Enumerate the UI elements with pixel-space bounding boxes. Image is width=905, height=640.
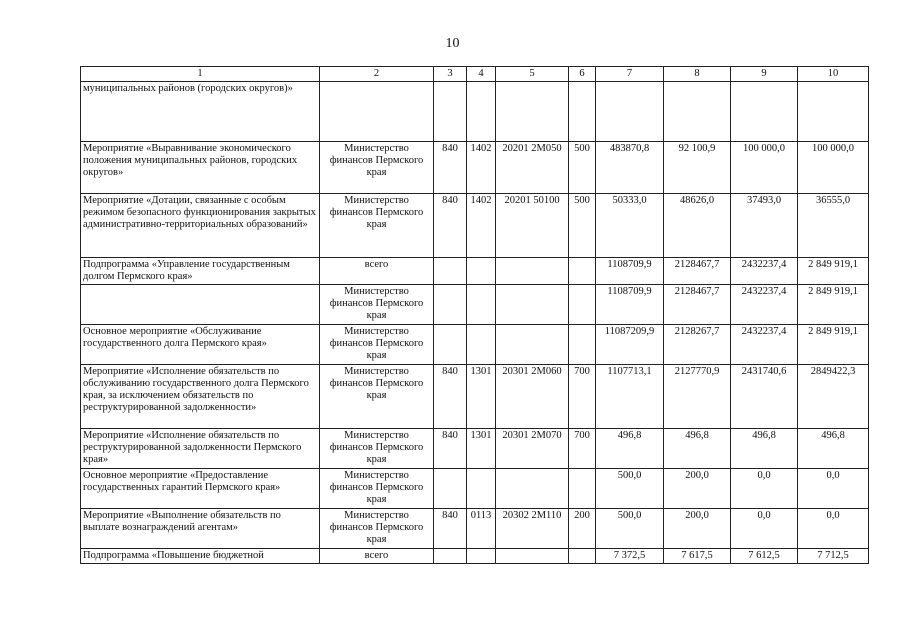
row-value-col10: 100 000,0 — [798, 142, 869, 194]
row-section-code: 1402 — [467, 142, 496, 194]
row-name: Мероприятие «Выравнивание экономического положения муниципальных районов, городских округов» — [81, 142, 320, 194]
row-value-col9: 7 612,5 — [731, 549, 798, 564]
row-value-col9: 0,0 — [731, 509, 798, 549]
row-value-col9 — [731, 82, 798, 142]
row-executor: Министерство финансов Пермского края — [320, 509, 434, 549]
row-value-col9: 2432237,4 — [731, 285, 798, 325]
row-expense-type — [569, 325, 596, 365]
row-executor: всего — [320, 549, 434, 564]
row-section-code: 1301 — [467, 365, 496, 429]
row-value-col7: 1108709,9 — [596, 258, 664, 285]
row-value-col10: 2849422,3 — [798, 365, 869, 429]
row-value-col7: 1108709,9 — [596, 285, 664, 325]
row-name: Мероприятие «Дотации, связанные с особым режимом безопасного функционирования закрытых административно-территориальных образований» — [81, 194, 320, 258]
row-name: Основное мероприятие «Обслуживание государственного долга Пермского края» — [81, 325, 320, 365]
row-admin-code: 840 — [434, 194, 467, 258]
row-section-code — [467, 82, 496, 142]
row-expense-type — [569, 258, 596, 285]
table-row — [81, 549, 869, 564]
row-value-col9: 2431740,6 — [731, 365, 798, 429]
column-header: 6 — [569, 67, 596, 82]
row-expense-type — [569, 549, 596, 564]
row-admin-code — [434, 258, 467, 285]
row-section-code — [467, 549, 496, 564]
table-row — [81, 429, 869, 469]
row-expense-type — [569, 469, 596, 509]
row-expense-type: 500 — [569, 194, 596, 258]
table-row — [81, 469, 869, 509]
row-target-article: 20201 50100 — [496, 194, 569, 258]
row-value-col10: 2 849 919,1 — [798, 285, 869, 325]
row-value-col7: 500,0 — [596, 509, 664, 549]
row-value-col7: 7 372,5 — [596, 549, 664, 564]
row-value-col10: 0,0 — [798, 509, 869, 549]
row-target-article — [496, 258, 569, 285]
row-section-code — [467, 325, 496, 365]
row-value-col8: 200,0 — [664, 469, 731, 509]
column-header: 9 — [731, 67, 798, 82]
row-value-col7: 483870,8 — [596, 142, 664, 194]
row-value-col8: 48626,0 — [664, 194, 731, 258]
row-value-col8: 7 617,5 — [664, 549, 731, 564]
row-target-article: 20301 2М070 — [496, 429, 569, 469]
page-number: 10 — [445, 36, 460, 51]
table-row — [81, 142, 869, 194]
row-value-col8: 2127770,9 — [664, 365, 731, 429]
row-admin-code: 840 — [434, 142, 467, 194]
row-name: Мероприятие «Исполнение обязательств по реструктурированной задолженности Пермского края» — [81, 429, 320, 469]
table-row — [81, 194, 869, 258]
row-value-col9: 496,8 — [731, 429, 798, 469]
row-executor: всего — [320, 258, 434, 285]
row-expense-type: 700 — [569, 365, 596, 429]
row-target-article: 20201 2М050 — [496, 142, 569, 194]
row-value-col7: 496,8 — [596, 429, 664, 469]
column-header: 4 — [467, 67, 496, 82]
row-value-col8: 2128467,7 — [664, 285, 731, 325]
row-value-col7: 50333,0 — [596, 194, 664, 258]
row-admin-code — [434, 549, 467, 564]
row-executor: Министерство финансов Пермского края — [320, 469, 434, 509]
row-value-col9: 2432237,4 — [731, 258, 798, 285]
row-admin-code — [434, 82, 467, 142]
row-section-code — [467, 285, 496, 325]
row-executor: Министерство финансов Пермского края — [320, 429, 434, 469]
row-value-col8 — [664, 82, 731, 142]
row-admin-code — [434, 285, 467, 325]
row-target-article — [496, 285, 569, 325]
row-section-code — [467, 258, 496, 285]
row-name: Основное мероприятие «Предоставление государственных гарантий Пермского края» — [81, 469, 320, 509]
header-row — [81, 67, 869, 82]
row-target-article — [496, 325, 569, 365]
row-executor: Министерство финансов Пермского края — [320, 325, 434, 365]
table-row — [81, 82, 869, 142]
row-executor: Министерство финансов Пермского края — [320, 365, 434, 429]
column-header: 5 — [496, 67, 569, 82]
row-target-article — [496, 469, 569, 509]
row-expense-type: 500 — [569, 142, 596, 194]
row-value-col10: 0,0 — [798, 469, 869, 509]
row-value-col10: 36555,0 — [798, 194, 869, 258]
row-admin-code: 840 — [434, 509, 467, 549]
row-value-col9: 100 000,0 — [731, 142, 798, 194]
column-header: 2 — [320, 67, 434, 82]
row-name — [81, 285, 320, 325]
row-value-col9: 2432237,4 — [731, 325, 798, 365]
row-expense-type: 700 — [569, 429, 596, 469]
row-value-col9: 37493,0 — [731, 194, 798, 258]
row-value-col9: 0,0 — [731, 469, 798, 509]
row-value-col7: 500,0 — [596, 469, 664, 509]
row-expense-type — [569, 82, 596, 142]
row-target-article — [496, 82, 569, 142]
table-row — [81, 325, 869, 365]
row-value-col8: 496,8 — [664, 429, 731, 469]
row-admin-code: 840 — [434, 429, 467, 469]
table-row — [81, 509, 869, 549]
column-header: 8 — [664, 67, 731, 82]
table-row — [81, 365, 869, 429]
table-row — [81, 258, 869, 285]
row-value-col8: 200,0 — [664, 509, 731, 549]
row-value-col10: 2 849 919,1 — [798, 325, 869, 365]
column-header: 1 — [81, 67, 320, 82]
row-section-code: 0113 — [467, 509, 496, 549]
row-section-code: 1301 — [467, 429, 496, 469]
row-value-col8: 2128467,7 — [664, 258, 731, 285]
row-value-col8: 92 100,9 — [664, 142, 731, 194]
row-admin-code — [434, 469, 467, 509]
row-value-col8: 2128267,7 — [664, 325, 731, 365]
row-value-col10: 496,8 — [798, 429, 869, 469]
row-expense-type — [569, 285, 596, 325]
table-row — [81, 285, 869, 325]
row-executor: Министерство финансов Пермского края — [320, 194, 434, 258]
column-header: 10 — [798, 67, 869, 82]
row-name: Мероприятие «Исполнение обязательств по обслуживанию государственного долга Пермского края, за исключением обязательств по реструктурированной задолженности» — [81, 365, 320, 429]
row-value-col10 — [798, 82, 869, 142]
row-target-article: 20302 2М110 — [496, 509, 569, 549]
row-name: Мероприятие «Выполнение обязательств по выплате вознаграждений агентам» — [81, 509, 320, 549]
column-header: 7 — [596, 67, 664, 82]
row-name: Подпрограмма «Повышение бюджетной — [81, 549, 320, 564]
row-value-col10: 2 849 919,1 — [798, 258, 869, 285]
row-value-col10: 7 712,5 — [798, 549, 869, 564]
row-section-code — [467, 469, 496, 509]
row-executor: Министерство финансов Пермского края — [320, 285, 434, 325]
row-admin-code: 840 — [434, 365, 467, 429]
row-value-col7: 11087209,9 — [596, 325, 664, 365]
row-value-col7: 1107713,1 — [596, 365, 664, 429]
row-expense-type: 200 — [569, 509, 596, 549]
row-name: Подпрограмма «Управление государственным долгом Пермского края» — [81, 258, 320, 285]
row-executor: Министерство финансов Пермского края — [320, 142, 434, 194]
row-value-col7 — [596, 82, 664, 142]
row-name: муниципальных районов (городских округов)» — [81, 82, 320, 142]
row-target-article — [496, 549, 569, 564]
budget-table — [80, 66, 869, 564]
row-target-article: 20301 2М060 — [496, 365, 569, 429]
row-admin-code — [434, 325, 467, 365]
row-executor — [320, 82, 434, 142]
column-header: 3 — [434, 67, 467, 82]
row-section-code: 1402 — [467, 194, 496, 258]
